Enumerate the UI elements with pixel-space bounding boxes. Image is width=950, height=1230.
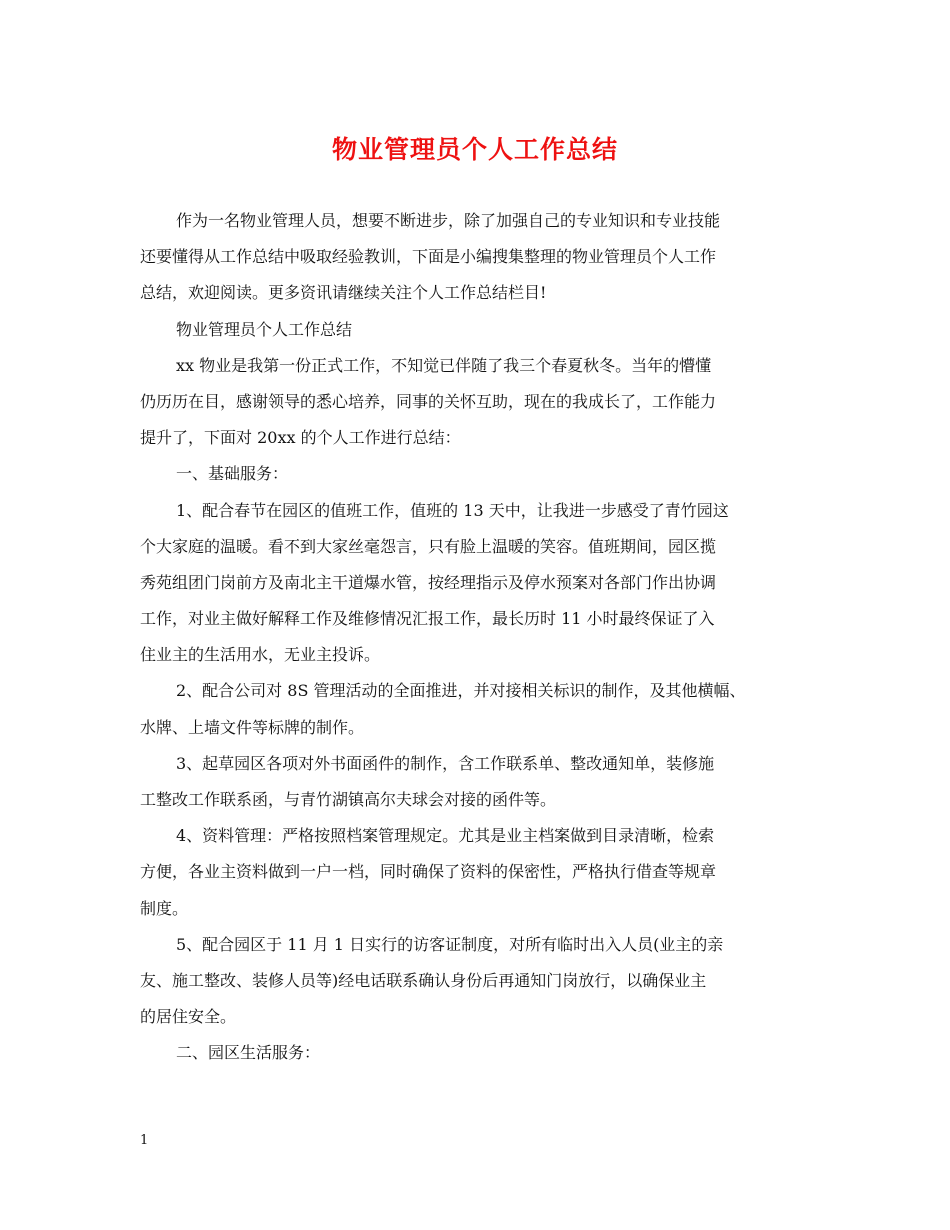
text-line: 2、配合公司对 8S 管理活动的全面推进，并对接相关标识的制作，及其他横幅、 bbox=[176, 681, 746, 701]
text-line: 5、配合园区于 11 月 1 日实行的访客证制度，对所有临时出入人员(业主的亲 bbox=[176, 934, 724, 954]
section-heading: 一、基础服务： bbox=[176, 464, 289, 484]
text-line: 总结，欢迎阅读。更多资讯请继续关注个人工作总结栏目! bbox=[140, 283, 547, 303]
text-line: 还要懂得从工作总结中吸取经验教训，下面是小编搜集整理的物业管理员个人工作 bbox=[140, 247, 717, 267]
text-line: 作为一名物业管理人员，想要不断进步，除了加强自己的专业知识和专业技能 bbox=[176, 211, 721, 230]
document-body bbox=[140, 203, 830, 1072]
page-number: 1 bbox=[140, 1133, 149, 1148]
text-line: 仍历历在目，感谢领导的悉心培养，同事的关怀互助，现在的我成长了，工作能力 bbox=[140, 391, 717, 411]
text-line: 的居住安全。 bbox=[140, 1007, 237, 1027]
text-line: 工整改工作联系函，与青竹湖镇高尔夫球会对接的函件等。 bbox=[140, 790, 557, 809]
text-line: 方便，各业主资料做到一户一档，同时确保了资料的保密性，严格执行借查等规章 bbox=[140, 862, 717, 882]
text-line: 提升了，下面对 20xx 的个人工作进行总结： bbox=[140, 428, 461, 448]
text-line: 个大家庭的温暖。看不到大家丝毫怨言，只有脸上温暖的笑容。值班期间，园区揽 bbox=[140, 536, 717, 556]
text-line: 4、资料管理：严格按照档案管理规定。尤其是业主档案做到目录清晰，检索 bbox=[176, 826, 715, 846]
text-line: 工作，对业主做好解释工作及维修情况汇报工作，最长历时 11 小时最终保证了入 bbox=[140, 609, 715, 629]
text-line: 水牌、上墙文件等标牌的制作。 bbox=[140, 717, 365, 737]
text-line: 秀苑组团门岗前方及南北主干道爆水管，按经理指示及停水预案对各部门作出协调 bbox=[140, 572, 717, 592]
document-title: 物业管理员个人工作总结 bbox=[331, 135, 618, 164]
text-line: 3、起草园区各项对外书面函件的制作，含工作联系单、整改通知单，装修施 bbox=[176, 753, 715, 773]
text-line: 1、配合春节在园区的值班工作，值班的 13 天中，让我进一步感受了青竹园这 bbox=[176, 500, 729, 520]
text-line: 住业主的生活用水，无业主投诉。 bbox=[140, 645, 381, 665]
text-line: 友、施工整改、装修人员等)经电话联系确认身份后再通知门岗放行，以确保业主 bbox=[140, 970, 707, 990]
text-line: xx 物业是我第一份正式工作，不知觉已伴随了我三个春夏秋冬。当年的懵懂 bbox=[176, 355, 712, 375]
section-heading: 二、园区生活服务： bbox=[176, 1043, 321, 1063]
section-heading: 物业管理员个人工作总结 bbox=[176, 319, 353, 339]
text-line: 制度。 bbox=[140, 898, 189, 918]
